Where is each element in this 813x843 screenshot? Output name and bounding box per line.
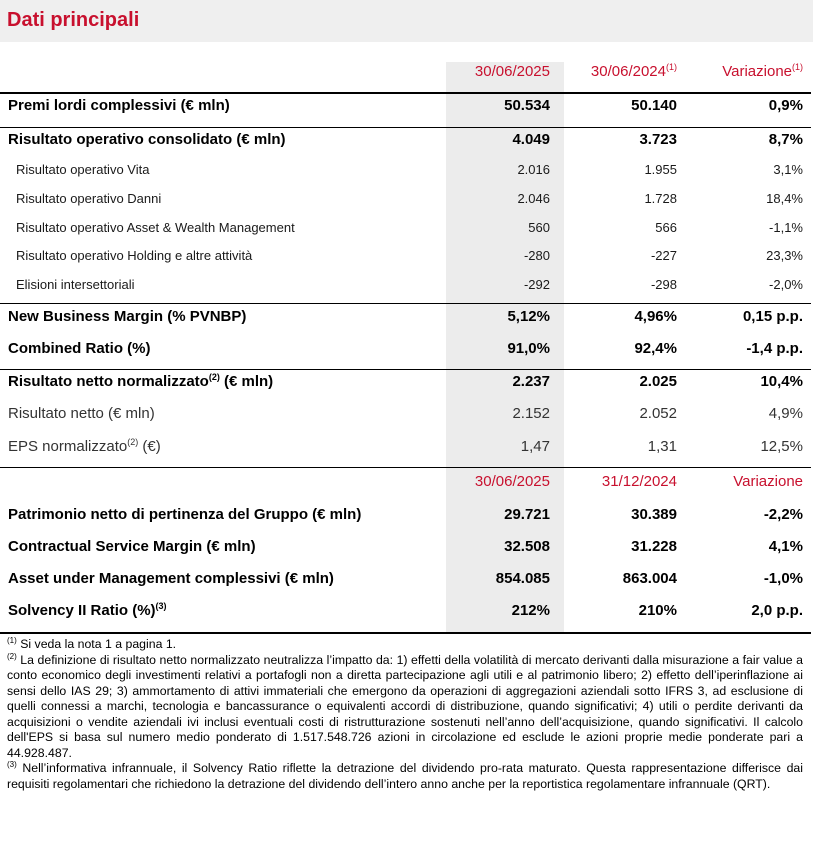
value-change: 12,5% <box>760 438 803 455</box>
value-prior: 1.955 <box>644 162 677 177</box>
table-header-2 <box>0 472 813 492</box>
value-current: 212% <box>511 602 550 619</box>
header-col-change: Variazione$^{(1)}$ <box>722 62 803 80</box>
value-change: 18,4% <box>766 191 803 206</box>
table-row <box>0 339 813 359</box>
page-title: Dati principali <box>7 9 140 31</box>
value-prior: 31.228 <box>631 538 677 555</box>
value-change: 0,15 p.p. <box>742 308 803 325</box>
value-prior: 92,4% <box>634 340 677 357</box>
value-change: -1,1% <box>769 220 803 235</box>
value-change: 2,0 p.p. <box>751 602 803 619</box>
value-current: -292 <box>523 277 550 292</box>
divider <box>0 92 811 94</box>
value-current: 2.152 <box>512 405 550 422</box>
value-prior: 566 <box>655 220 677 235</box>
row-label: Risultato operativo Holding e altre attività <box>16 248 253 263</box>
value-current: 1,47 <box>520 438 550 455</box>
table-row <box>0 189 813 209</box>
value-prior: -227 <box>650 248 677 263</box>
divider <box>0 369 811 370</box>
row-label: Risultato netto normalizzato$^{(2)}$ (€ mln) <box>8 372 274 390</box>
header-col-prior: 30/06/2024$^{(1)}$ <box>590 62 677 80</box>
value-prior: 1.728 <box>644 191 677 206</box>
footnote-1: $^{(1)}$ Si veda la nota 1 a pagina 1. <box>7 636 177 651</box>
row-label: New Business Margin (% PVNBP) <box>8 308 247 325</box>
value-prior: 2.052 <box>639 405 677 422</box>
value-prior: -298 <box>650 277 677 292</box>
row-label: Patrimonio netto di pertinenza del Gruppo (€ mln) <box>8 506 362 523</box>
row-label: Elisioni intersettoriali <box>16 277 135 292</box>
row-label: Risultato operativo Danni <box>16 191 162 206</box>
row-label: Solvency II Ratio (%)$^{(3)}$ <box>8 601 167 619</box>
value-current: 32.508 <box>504 538 550 555</box>
value-current: -280 <box>523 248 550 263</box>
header2-col-current: 30/06/2025 <box>474 473 550 490</box>
table-row <box>0 130 813 150</box>
table-row <box>0 96 813 116</box>
row-label: Combined Ratio (%) <box>8 340 151 357</box>
value-change: 23,3% <box>766 248 803 263</box>
table-row <box>0 246 813 266</box>
value-current: 50.534 <box>504 97 550 114</box>
row-label: Premi lordi complessivi (€ mln) <box>8 97 230 114</box>
table-header-1 <box>0 62 813 82</box>
value-prior: 863.004 <box>622 570 677 587</box>
divider <box>0 127 811 128</box>
header2-col-prior: 31/12/2024 <box>601 473 677 490</box>
value-change: -1,0% <box>763 570 803 587</box>
value-prior: 3.723 <box>639 131 677 148</box>
value-prior: 2.025 <box>639 373 677 390</box>
value-prior: 50.140 <box>631 97 677 114</box>
footnote-3: $^{(3)}$ Nell’informativa infrannuale, il Solvency Ratio riflette la detrazione del dividendo pro-rata maturato. Questa rappresentazione differisce dai requisiti regolamentari che richiedono la detrazione del dividendo dell’intero anno anche per la reportistica regolamentare infrannuale (QRT). <box>7 760 803 791</box>
header-col-current: 30/06/2025 <box>474 63 550 80</box>
table-row <box>0 404 813 424</box>
value-current: 4.049 <box>512 131 550 148</box>
table-row <box>0 160 813 180</box>
title-bar <box>0 0 813 42</box>
table-row <box>0 537 813 557</box>
value-current: 854.085 <box>495 570 550 587</box>
value-change: 3,1% <box>773 162 803 177</box>
table-row <box>0 569 813 589</box>
value-current: 2.016 <box>517 162 550 177</box>
value-current: 560 <box>528 220 550 235</box>
value-current: 2.046 <box>517 191 550 206</box>
table-row <box>0 505 813 525</box>
value-current: 91,0% <box>507 340 550 357</box>
footnotes <box>7 637 803 792</box>
value-prior: 4,96% <box>634 308 677 325</box>
value-current: 2.237 <box>512 373 550 390</box>
value-change: 4,9% <box>768 405 803 422</box>
row-label: Risultato operativo Asset & Wealth Management <box>16 220 295 235</box>
value-change: 0,9% <box>768 97 803 114</box>
value-change: 8,7% <box>768 131 803 148</box>
table-row <box>0 437 813 457</box>
table-row <box>0 218 813 238</box>
row-label: Risultato netto (€ mln) <box>8 405 155 422</box>
value-prior: 30.389 <box>631 506 677 523</box>
value-current: 29.721 <box>504 506 550 523</box>
table-row <box>0 372 813 392</box>
header2-col-change: Variazione <box>733 473 803 490</box>
value-change: -2,0% <box>769 277 803 292</box>
divider <box>0 467 811 468</box>
table-row <box>0 275 813 295</box>
row-label: EPS normalizzato$^{(2)}$ (€) <box>8 437 161 455</box>
value-change: -1,4 p.p. <box>746 340 803 357</box>
row-label: Risultato operativo Vita <box>16 162 150 177</box>
divider <box>0 632 811 634</box>
footnote-2: $^{(2)}$ La definizione di risultato netto normalizzato neutralizza l’impatto da: 1) effetti della volatilità di mercato derivanti dalla misurazione a fair value a conto economico degli investimenti relativi a portafogli non a diretta partecipazione agli utili e al patrimonio libero; 2) effetto dell’iperinflazione ai sensi dello IAS 29; 3) ammortamento di attivi immateriali che emergono da operazioni di aggregazioni aziendali sotto IFRS 3, ad esclusione di quelli connessi a marchi, tecnologia e bancassurance o equivalenti accordi di distribuzione, quando significativi; 4) utili o perdite derivanti da acquisizioni o vendite aziendali ivi inclusi eventuali costi di ristrutturazione sostenuti nell’anno dell’acquisizione, quando significativi. Il calcolo dell'EPS si basa sul numero medio ponderato di 1.517.548.726 azioni in circolazione ed esclude le azioni proprie medie ponderate pari a 44.928.487. <box>7 651 803 760</box>
row-label: Contractual Service Margin (€ mln) <box>8 538 256 555</box>
row-label: Risultato operativo consolidato (€ mln) <box>8 131 286 148</box>
value-current: 5,12% <box>507 308 550 325</box>
value-prior: 210% <box>638 602 677 619</box>
table-row <box>0 601 813 621</box>
divider <box>0 303 811 304</box>
row-label: Asset under Management complessivi (€ mln) <box>8 570 334 587</box>
table-row <box>0 307 813 327</box>
value-change: -2,2% <box>763 506 803 523</box>
value-change: 4,1% <box>768 538 803 555</box>
value-change: 10,4% <box>760 373 803 390</box>
value-prior: 1,31 <box>647 438 677 455</box>
